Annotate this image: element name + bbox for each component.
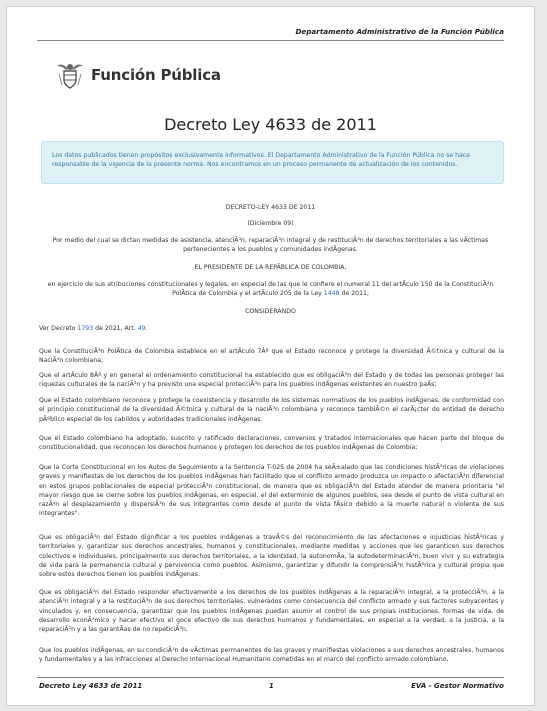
powers-statement [39,280,502,298]
logo-text: Función Pública [91,66,221,84]
paragraph: Que el Estado colombiano ha adoptado, suscrito y ratificado declaraciones, convenios y tratados internacionales que hacen parte del bloque de constitucionalidad, que reconocen los derechos humanos y protegen los derechos de los pueblos indÃgenas de Colombia; [39,435,504,452]
footer-system-name: EVA - Gestor Normativo [411,682,504,690]
powers-text-end: de 2011, [339,290,369,298]
powers-text: en ejercicio de sus atribuciones constitucionales y legales, en especial de las que le confiere el numeral 11 del artÃculo 150 de la ConstituciÃ³n PolÃtica de Colombia y el artÃculo 205 de la Ley [47,281,494,298]
paragraph: Que los pueblos indÃgenas, en su condiciÃ³n de vÃctimas permanentes de las graves y manifiestas violaciones a sus derechos ancestrales, humanos y fundamentales y a las infracciones al Derecho Internacional Humanitario cometidas en el marco del conflicto armado colombiano, [39,647,504,664]
coat-of-arms-icon [53,60,87,90]
considerando-heading: CONSIDERANDO [245,308,296,315]
president-line: EL PRESIDENTE DE LA REPÃBLICA DE COLOMBIA, [194,264,347,271]
see-also-end: . [145,325,148,332]
see-also-line [39,324,504,333]
document-title: Decreto Ley 4633 de 2011 [164,115,377,134]
see-also-mid: de 2021, Art. [93,325,138,332]
decree-heading: DECRETO-LEY 4633 DE 2011 [225,204,316,211]
decree-date: (Diciembre 09) [247,220,294,227]
decreto-1793-link[interactable]: 1793 [77,325,94,332]
paragraph: Que el artÃculo 8Âº y en general el ordenamiento constitucional ha establecido que es obligaciÃ³n del Estado y de todas las personas proteger las riquezas culturales de la naciÃ³n y ha previsto una especial protecciÃ³n para los pueblos indÃgenas existentes en nuestro paÃs; [39,372,504,389]
see-also-text: Ver Decreto [39,325,78,332]
paragraph: Que es obligaciÃ³n del Estado dignificar a los pueblos indÃgenas a travÃ©s del reconocimiento de las afectaciones e injusticias histÃ³ricas y territoriales y, garantizar sus derechos ancestrales, humanos y constitucionales, mediante medidas y acciones que les garanticen sus derechos colectivos e individuales, principalmente sus derechos territoriales, a la identidad, la autonomÃa, la autodeterminaciÃ³n, buen vivir y su estrategia de vida para la permanencia cultural y pervivencia como pueblos. Asimismo, garantizar y difundir la comprensiÃ³n histÃ³rica y cultural propia que sobre estos derechos tienen los pueblos indÃgenas. [39,534,504,579]
disclaimer-notice: Los datos publicados tienen propósitos exclusivamente informativos. El Departamento Administrativo de la Función Pública no se hace responsable de la vigencia de la presente norma. Nos encontramos en un proceso permanente de actualización de los contenidos. [41,141,504,184]
paragraph: Que es obligaciÃ³n del Estado responder efectivamente a los derechos de los pueblos indÃgenas a la reparaciÃ³n integral, a la protecciÃ³n, a la atenciÃ³n integral y a la restituciÃ³n de sus derechos territoriales, vulnerados como consecuencia del conflicto armado y sus factores subyacentes y vinculados y, en consecuencia, garantizar que los pueblos indÃgenas puedan asumir el control de sus propias instituciones, formas de vida, de desarrollo econÃ³mico y hacer efectivo el goce efectivo de sus derechos humanos y fundamentales, en especial a la verdad, a la justicia, a la reparaciÃ³n y a las garantÃas de no repeticiÃ³n. [39,589,504,634]
logo [53,60,221,90]
decree-purpose: Por medio del cual se dictan medidas de asistencia, atenciÃ³n, reparaciÃ³n integral y de restituciÃ³n de derechos territoriales a las vÃctimas pertenecientes a los pueblos y comunidades indÃgenas. [52,237,489,254]
footer-document-name: Decreto Ley 4633 de 2011 [39,682,143,690]
paragraph: Que la ConstituciÃ³n PolÃtica de Colombia establece en el artÃculo 7Âº que el Estado reconoce y protege la diversidad Ã©tnica y cultural de la NaciÃ³n colombiana; [39,348,504,365]
article-49-link[interactable]: 49 [137,325,146,332]
paragraph: Que el Estado colombiano reconoce y protege la coexistencia y desarrollo de los sistemas normativos de los pueblos indÃgenas, de conformidad con el principio constitucional de la diversidad Ã©tnica y cultural de la naciÃ³n colombiana y reconoce tambiÃ©n el carÃ¡cter de entidad de derecho pÃºblico especial de los cabildos y autoridades tradicionales indÃgenas. [39,397,504,423]
header-divider [37,40,504,41]
footer-divider [37,677,504,678]
law-1448-link[interactable]: 1448 [323,290,340,298]
document-page [6,6,535,706]
paragraph: Que la Corte Constitucional en los Autos de Seguimiento a la Sentencia T-025 de 2004 ha seÃ±alado que las condiciones histÃ³ricas de violaciones graves y manifiestas de los derechos de los pueblos indÃgenas han facilitado que el conflicto armado produzca un impacto o afectaciÃ³n diferencial en estos grupos poblacionales de especial protecciÃ³n constitucional, de manera que es obligaciÃ³n del Estado atender de manera prioritaria "el mayor riesgo que se cierne sobre los pueblos indÃgenas, en especial, el del exterminio de algunos pueblos, sea desde el punto de vista cultural en razÃ³n al desplazamiento y dispersiÃ³n de sus integrantes como desde el punto de vista fÃsico debido a la muerte natural o violenta de sus integrantes". [39,464,504,518]
footer-page-number: 1 [269,682,274,690]
header-organization: Departamento Administrativo de la Función Pública [295,27,504,36]
